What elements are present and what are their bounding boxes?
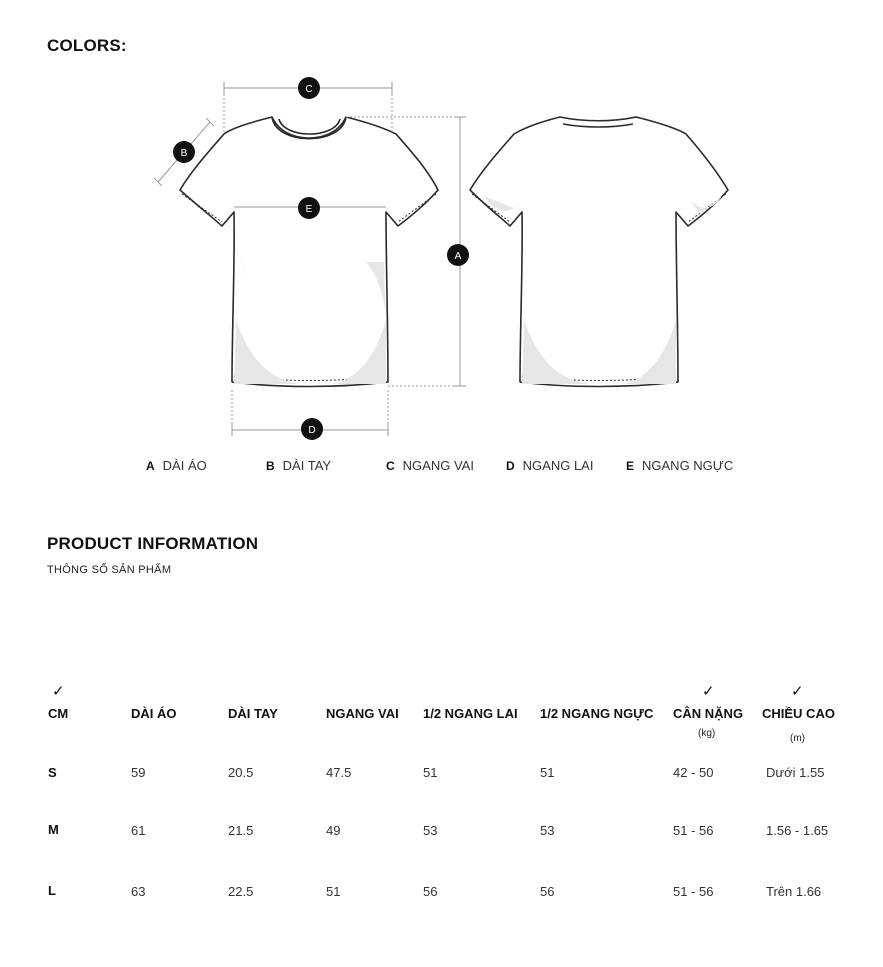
back-shirt-drawing [470, 117, 728, 387]
check-icon: ✓ [52, 683, 65, 700]
table-cell: 22.5 [228, 884, 254, 899]
svg-text:A: A [454, 251, 462, 262]
header-ngang-lai: 1/2 NGANG LAI [423, 706, 518, 721]
tshirt-size-diagram [0, 0, 883, 450]
table-cell: 56 [540, 884, 555, 899]
colors-heading: COLORS: [47, 36, 127, 55]
svg-text:E: E [305, 204, 313, 215]
size-label: S [48, 765, 57, 780]
legend-item-a: A DÀI ÁO [146, 458, 207, 473]
header-dai-tay: DÀI TAY [228, 706, 278, 721]
header-cm: CM [48, 706, 69, 721]
front-shirt-drawing [180, 117, 438, 387]
table-cell: 21.5 [228, 823, 254, 838]
svg-text:B: B [180, 148, 188, 159]
table-cell: 20.5 [228, 765, 254, 780]
legend-item-b: B DÀI TAY [266, 458, 332, 473]
table-cell: 1.56 - 1.65 [766, 823, 829, 838]
table-cell: 51 - 56 [673, 884, 714, 899]
table-cell: 42 - 50 [673, 765, 714, 780]
table-cell: 61 [131, 823, 146, 838]
marker-a [447, 244, 469, 266]
table-cell: Dưới 1.55 [766, 765, 825, 780]
legend-item-c: C NGANG VAI [386, 458, 474, 473]
marker-c [298, 77, 320, 99]
header-ngang-vai: NGANG VAI [326, 706, 399, 721]
table-cell: 51 [540, 765, 555, 780]
table-cell: 63 [131, 884, 146, 899]
header-dai-ao: DÀI ÁO [131, 706, 177, 721]
marker-e [298, 197, 320, 219]
check-icon: ✓ [791, 683, 804, 700]
size-label: M [48, 822, 59, 837]
table-cell: 51 [326, 884, 341, 899]
table-cell: Trên 1.66 [766, 884, 822, 899]
unit-height: (m) [790, 733, 805, 744]
marker-d [301, 418, 323, 440]
table-cell: 53 [540, 823, 555, 838]
svg-text:C: C [305, 84, 313, 95]
check-icon: ✓ [702, 683, 715, 700]
table-cell: 53 [423, 823, 438, 838]
legend-item-d: D NGANG LAI [506, 458, 594, 473]
header-chieu-cao: CHIỀU CAO [762, 706, 835, 721]
table-cell: 51 [423, 765, 438, 780]
table-cell: 47.5 [326, 765, 352, 780]
header-ngang-nguc: 1/2 NGANG NGỰC [540, 706, 654, 721]
marker-b [173, 141, 195, 163]
header-can-nang: CÂN NẶNG [673, 706, 744, 721]
product-info-title: PRODUCT INFORMATION [47, 534, 259, 553]
table-cell: 56 [423, 884, 438, 899]
product-info-subtitle: THÔNG SỐ SẢN PHẨM [47, 564, 172, 576]
size-label: L [48, 883, 56, 898]
unit-weight: (kg) [698, 728, 716, 739]
svg-text:D: D [308, 425, 316, 436]
table-cell: 51 - 56 [673, 823, 714, 838]
legend-item-e: E NGANG NGỰC [626, 458, 734, 473]
table-cell: 59 [131, 765, 146, 780]
table-cell: 49 [326, 823, 341, 838]
